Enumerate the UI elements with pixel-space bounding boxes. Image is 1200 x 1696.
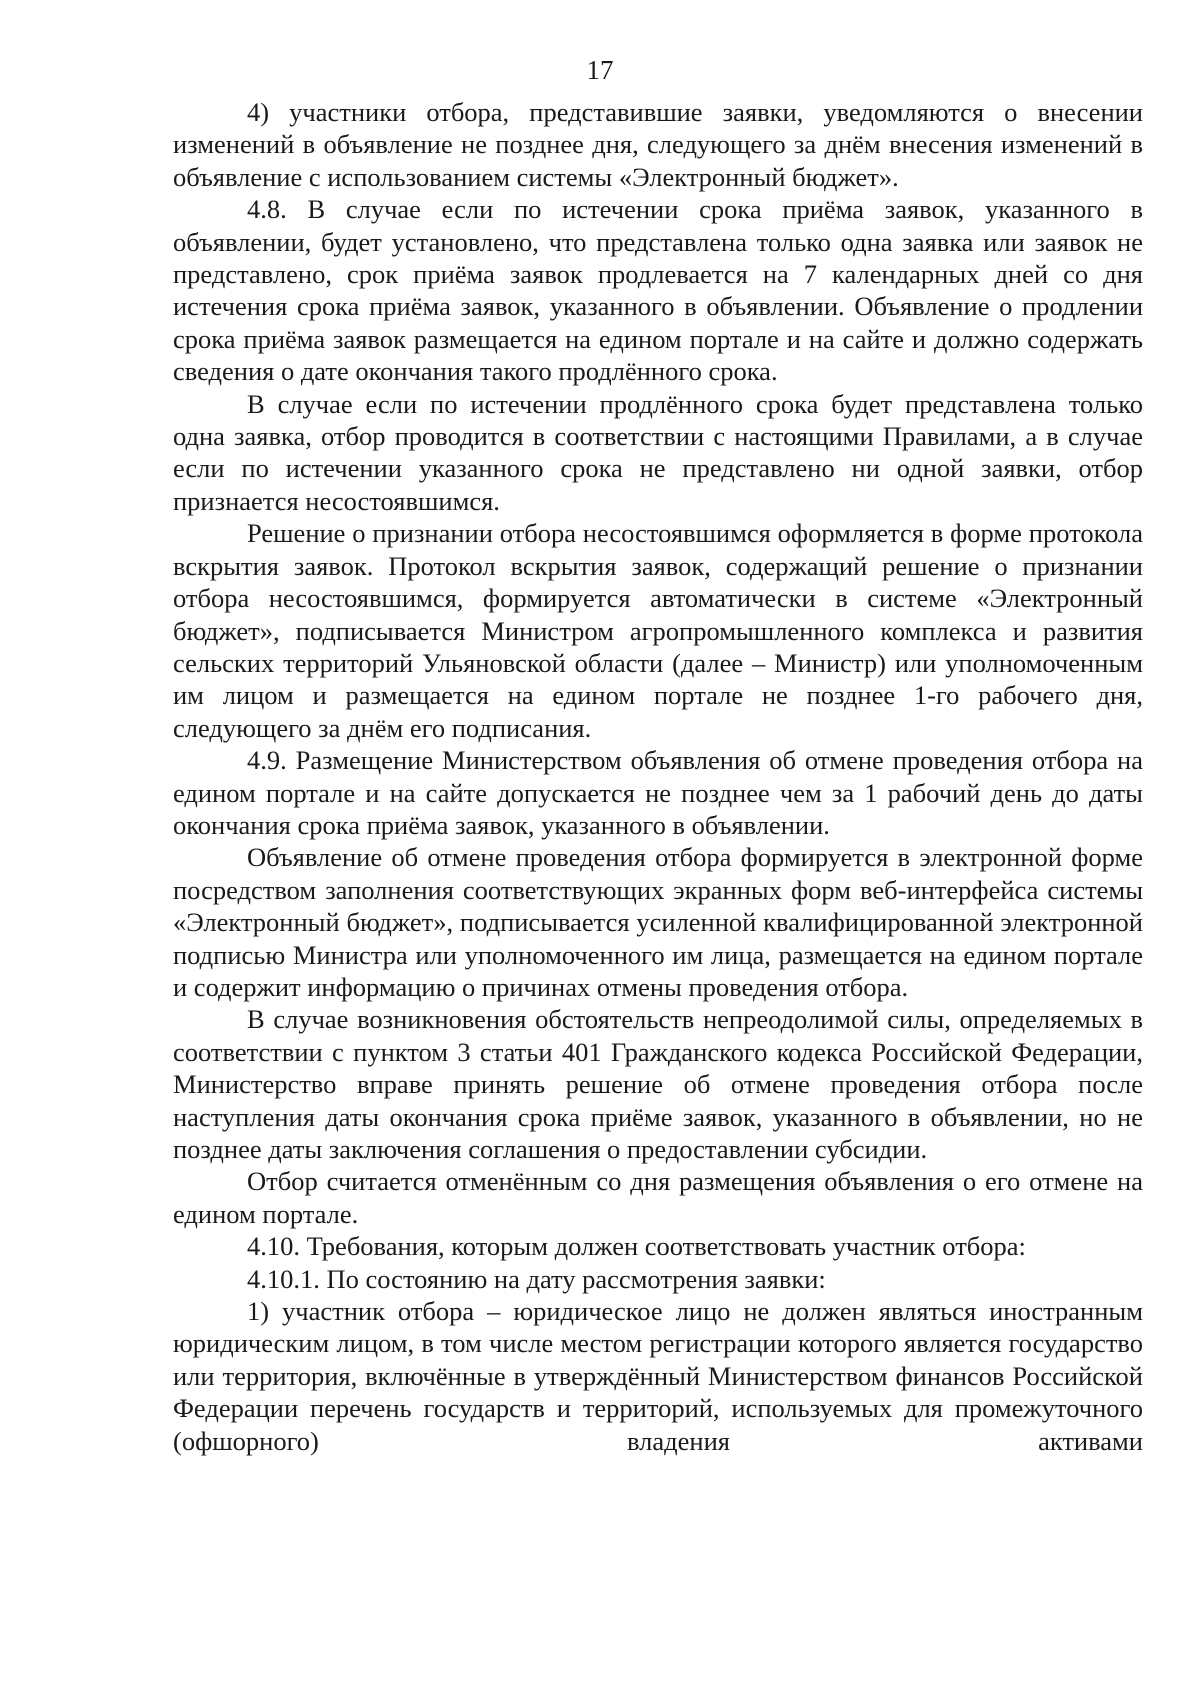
paragraph-failed-selection-decision: Решение о признании отбора несостоявшимся оформляется в форме протокола вскрытия заявок. Протокол вскрытия заявок, содержащий решение о признании отбора несостоявшимся, формируется автоматически в системе «Электронный бюджет», подписывается Министром агропромышленного комплекса и развития сельских территорий Ульяновской области (далее – Министр) или уполномоченным им лицом и размещается на едином портале не позднее 1-го рабочего дня, следующего за днём его подписания. xyxy=(173,518,1143,743)
paragraph-requirement-1: 1) участник отбора – юридическое лицо не должен являться иностранным юридическим лицом, в том числе местом регистрации которого является государство или территория, включённые в утверждённый Министерством финансов Российской Федерации перечень государств и территорий, используемых для промежуточного (офшорного) владения активами xyxy=(173,1296,1143,1456)
paragraph-cancellation-notice: Объявление об отмене проведения отбора формируется в электронной форме посредством заполнения соответствующих экранных форм веб-интерфейса системы «Электронный бюджет», подписывается усиленной квалифицированной электронной подписью Министра или уполномоченного им лица, размещается на едином портале и содержит информацию о причинах отмены проведения отбора. xyxy=(173,842,1143,1002)
paragraph-4-8: 4.8. В случае если по истечении срока приёма заявок, указанного в объявлении, будет установлено, что представлена только одна заявка или заявок не представлено, срок приёма заявок продлевается на 7 календарных дней со дня истечения срока приёма заявок, указанного в объявлении. Объявление о продлении срока приёма заявок размещается на едином портале и на сайте и должно содержать сведения о дате окончания такого продлённого срока. xyxy=(173,194,1143,387)
paragraph-force-majeure: В случае возникновения обстоятельств непреодолимой силы, определяемых в соответствии с пунктом 3 статьи 401 Гражданского кодекса Российской Федерации, Министерство вправе принять решение об отмене проведения отбора после наступления даты окончания срока приёме заявок, указанного в объявлении, но не позднее даты заключения соглашения о предоставлении субсидии. xyxy=(173,1004,1143,1164)
paragraph-4-7-item-4: 4) участники отбора, представившие заявки, уведомляются о внесении изменений в объявление не позднее дня, следующего за днём внесения изменений в объявление с использованием системы «Электронный бюджет». xyxy=(173,97,1143,192)
paragraph-extended-term: В случае если по истечении продлённого срока будет представлена только одна заявка, отбор проводится в соответствии с настоящими Правилами, а в случае если по истечении указанного срока не представлено ни одной заявки, отбор признается несостоявшимся. xyxy=(173,388,1143,516)
paragraph-4-9: 4.9. Размещение Министерством объявления об отмене проведения отбора на едином портале и на сайте допускается не позднее чем за 1 рабочий день до даты окончания срока приёма заявок, указанного в объявлении. xyxy=(173,745,1143,840)
paragraph-4-10: 4.10. Требования, которым должен соответствовать участник отбора: xyxy=(247,1231,1026,1262)
paragraph-4-10-1: 4.10.1. По состоянию на дату рассмотрения заявки: xyxy=(247,1263,826,1294)
page-number: 17 xyxy=(586,55,614,85)
document-body xyxy=(173,96,1143,1457)
paragraph-cancellation-effective: Отбор считается отменённым со дня размещения объявления о его отмене на едином портале. xyxy=(173,1166,1143,1229)
